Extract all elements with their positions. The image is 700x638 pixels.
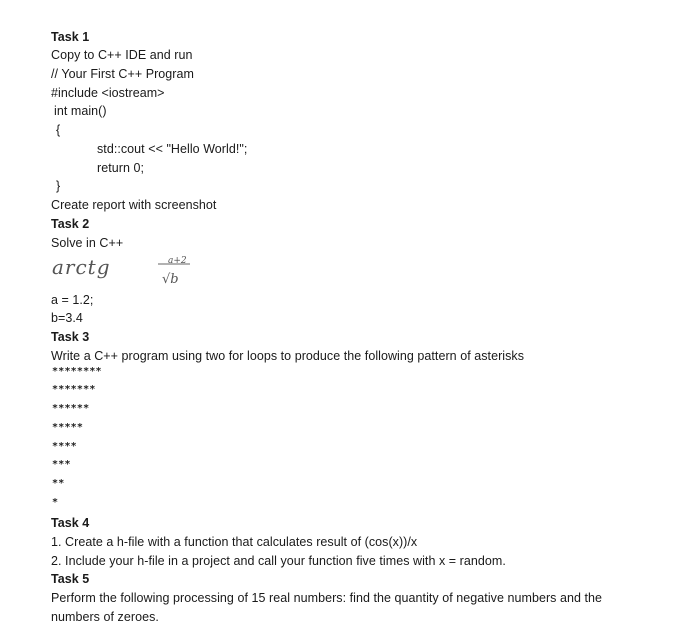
task1-report: Create report with screenshot xyxy=(51,198,217,212)
task1-instruction: Copy to C++ IDE and run xyxy=(51,48,193,62)
task2-a-value: a = 1.2; xyxy=(51,293,94,307)
task2-heading: Task 2 xyxy=(51,217,90,231)
task3-heading: Task 3 xyxy=(51,330,90,344)
task5-heading: Task 5 xyxy=(51,572,90,586)
task1-heading: Task 1 xyxy=(51,30,90,44)
task2-b-value: b=3.4 xyxy=(51,311,83,325)
formula-base: arctg xyxy=(52,255,111,279)
task5-line2: numbers of zeroes. xyxy=(51,610,159,624)
pattern-row-3: ****** xyxy=(52,403,90,414)
pattern-row-2: ******* xyxy=(52,384,96,395)
pattern-row-8: * xyxy=(52,497,59,508)
code-return-line: return 0; xyxy=(97,161,145,175)
pattern-row-7: ** xyxy=(52,478,65,489)
code-main-signature: int main() xyxy=(54,104,107,118)
formula-denominator: √b xyxy=(162,272,179,287)
task2-instruction: Solve in C++ xyxy=(51,236,124,250)
task4-heading: Task 4 xyxy=(51,516,90,530)
code-close-brace: } xyxy=(56,179,61,193)
pattern-row-1: ******** xyxy=(52,366,102,377)
task4-item1: 1. Create a h-file with a function that calculates result of (cos(x))/x xyxy=(51,535,418,549)
code-include: #include <iostream> xyxy=(51,86,165,100)
task5-line1: Perform the following processing of 15 real numbers: find the quantity of negative numbers and the xyxy=(51,591,603,605)
formula-image xyxy=(50,250,210,290)
task3-instruction: Write a C++ program using two for loops to produce the following pattern of asterisks xyxy=(51,349,525,363)
code-open-brace: { xyxy=(56,123,61,137)
formula-exponent: a+2 xyxy=(168,256,187,266)
pattern-row-4: ***** xyxy=(52,422,84,433)
code-cout-line: std::cout << "Hello World!"; xyxy=(97,142,248,156)
code-comment: // Your First C++ Program xyxy=(51,67,194,81)
pattern-row-6: *** xyxy=(52,459,71,470)
task4-item2: 2. Include your h-file in a project and call your function five times with x = random. xyxy=(51,554,506,568)
pattern-row-5: **** xyxy=(52,441,77,452)
